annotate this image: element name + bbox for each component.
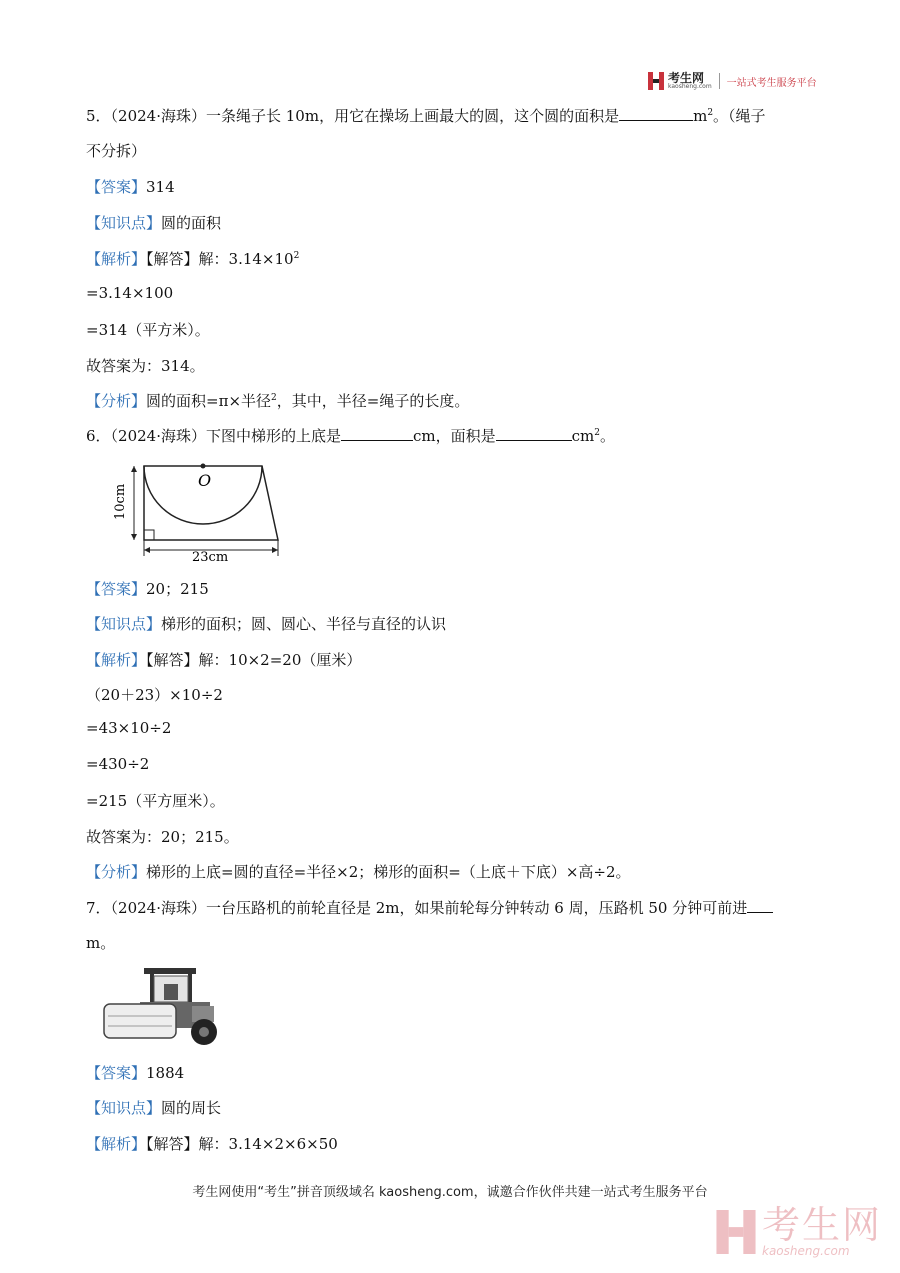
q6-stem-end: 。	[599, 427, 615, 445]
q5-unit: m	[693, 107, 708, 125]
q5-stem-line1	[86, 105, 766, 126]
q6-answer-value: 20；215	[146, 580, 209, 598]
watermark-domain: kaosheng.com	[762, 1244, 850, 1258]
q6-knowledge	[86, 613, 446, 634]
q7-knowledge	[86, 1097, 221, 1118]
q5-solution-exponent: 2	[293, 251, 300, 261]
q6-blank-top-base	[341, 426, 413, 441]
q6-trapezoid-figure	[110, 462, 285, 562]
q5-stem-cont: 不分拆）	[86, 142, 147, 160]
knowledge-tag: 【知识点】	[86, 615, 162, 633]
q7-answer	[86, 1062, 184, 1083]
q6-solution-line3	[86, 719, 171, 737]
right-angle-mark	[144, 530, 154, 540]
q6-stem-text: 6．（2024·海珠）下图中梯形的上底是	[86, 427, 341, 445]
solution-tag: 【解答】	[146, 1135, 199, 1153]
logo-domain: kaosheng.com	[668, 83, 712, 90]
arrow-down-icon	[131, 534, 137, 540]
q5-solution-line4	[86, 355, 205, 376]
q6-solution-step: =215（平方厘米）。	[86, 792, 225, 810]
q5-stem-text: 5．（2024·海珠）一条绳子长 10m，用它在操场上画最大的圆，这个圆的面积是	[86, 107, 620, 125]
knowledge-tag: 【知识点】	[86, 1099, 162, 1117]
center-label: O	[198, 471, 212, 490]
q6-solution-line1	[86, 649, 361, 670]
q5-final-answer: 故答案为：314。	[86, 357, 205, 375]
q5-knowledge	[86, 212, 221, 233]
q6-answer	[86, 578, 209, 599]
q5-solution-line3	[86, 319, 210, 340]
arrow-right-icon	[272, 547, 278, 553]
q7-solution-step: 解：3.14×2×6×50	[198, 1135, 338, 1153]
q5-stem-tail: 。（绳子	[713, 107, 766, 125]
watermark-logo-icon	[716, 1210, 756, 1254]
q5-stem-line2	[86, 140, 146, 161]
q6-solution-step: =430÷2	[86, 755, 150, 773]
cab-roof	[144, 968, 196, 974]
solution-tag: 【解答】	[146, 250, 199, 268]
arrow-up-icon	[131, 466, 137, 472]
answer-tag: 【答案】	[86, 1064, 147, 1082]
q5-answer	[86, 176, 175, 197]
watermark-name: 考生网	[762, 1203, 883, 1247]
knowledge-tag: 【知识点】	[86, 214, 162, 232]
q5-solution-line1	[86, 248, 299, 269]
q7-stem-text: 7．（2024·海珠）一台压路机的前轮直径是 2m，如果前轮每分钟转动 6 周，压路机 50 分钟可前进	[86, 899, 748, 917]
watermark	[716, 1203, 883, 1258]
arrow-left-icon	[144, 547, 150, 553]
analysis-tag: 【解析】	[86, 250, 147, 268]
q6-unit-exponent: 2	[594, 428, 600, 438]
page-footer: 考生网使用“考生”拼音顶级域名 kaosheng.com，诚邀合作伙伴共建一站式考生服务平台	[192, 1185, 708, 1200]
road-roller-image	[100, 960, 225, 1050]
q5-answer-value: 314	[146, 178, 175, 196]
analysis-summary-tag: 【分析】	[86, 863, 147, 881]
q5-solution-step: =3.14×100	[86, 284, 174, 302]
q7-solution-line1	[86, 1133, 338, 1154]
q6-analysis	[86, 861, 631, 882]
q5-analysis-text: 圆的面积=π×半径	[146, 392, 272, 410]
q7-stem-line1	[86, 897, 773, 918]
q5-solution-line2	[86, 284, 173, 302]
kaosheng-logo-icon	[648, 72, 664, 90]
q7-stem-line2	[86, 932, 115, 953]
solution-tag: 【解答】	[146, 651, 199, 669]
answer-tag: 【答案】	[86, 178, 147, 196]
q6-stem	[86, 425, 615, 446]
q5-knowledge-text: 圆的面积	[161, 214, 222, 232]
q6-solution-step: 解：10×2=20（厘米）	[198, 651, 362, 669]
q6-final-answer: 故答案为：20；215。	[86, 828, 239, 846]
q6-solution-line2	[86, 684, 223, 705]
q5-unit-exponent: 2	[707, 108, 714, 118]
q5-solution-step: 解：3.14×10	[198, 250, 294, 268]
q6-analysis-text: 梯形的上底=圆的直径=半径×2；梯形的面积=（上底＋下底）×高÷2。	[146, 863, 631, 881]
q6-knowledge-text: 梯形的面积；圆、圆心、半径与直径的认识	[161, 615, 447, 633]
q7-stem-unit: m。	[86, 934, 116, 952]
q6-stem-mid: cm，面积是	[413, 427, 496, 445]
q5-analysis-exponent: 2	[271, 393, 277, 403]
q5-answer-blank	[619, 106, 693, 121]
center-point	[201, 464, 206, 469]
q7-knowledge-text: 圆的周长	[161, 1099, 222, 1117]
q6-solution-line4	[86, 755, 149, 773]
height-label: 10cm	[113, 483, 128, 520]
q6-unit: cm	[571, 427, 595, 445]
q7-answer-blank	[747, 898, 773, 913]
logo-slogan: 一站式考生服务平台	[726, 77, 817, 89]
q6-solution-step: （20＋23）×10÷2	[86, 686, 223, 704]
front-drum	[104, 1004, 176, 1038]
logo-name: 考生网	[668, 71, 705, 85]
q7-answer-value: 1884	[146, 1064, 185, 1082]
q6-solution-line6	[86, 826, 239, 847]
q6-blank-area	[496, 426, 572, 441]
base-label: 23cm	[192, 550, 229, 562]
q5-analysis-text-cont: ，其中，半径=绳子的长度。	[276, 392, 470, 410]
analysis-tag: 【解析】	[86, 651, 147, 669]
analysis-tag: 【解析】	[86, 1135, 147, 1153]
answer-tag: 【答案】	[86, 580, 147, 598]
q6-solution-step: =43×10÷2	[86, 719, 172, 737]
q5-analysis	[86, 390, 469, 411]
q6-solution-line5	[86, 790, 225, 811]
logo-divider	[719, 73, 720, 89]
header-logo	[648, 72, 817, 90]
analysis-summary-tag: 【分析】	[86, 392, 147, 410]
q5-solution-step: =314（平方米）。	[86, 321, 210, 339]
